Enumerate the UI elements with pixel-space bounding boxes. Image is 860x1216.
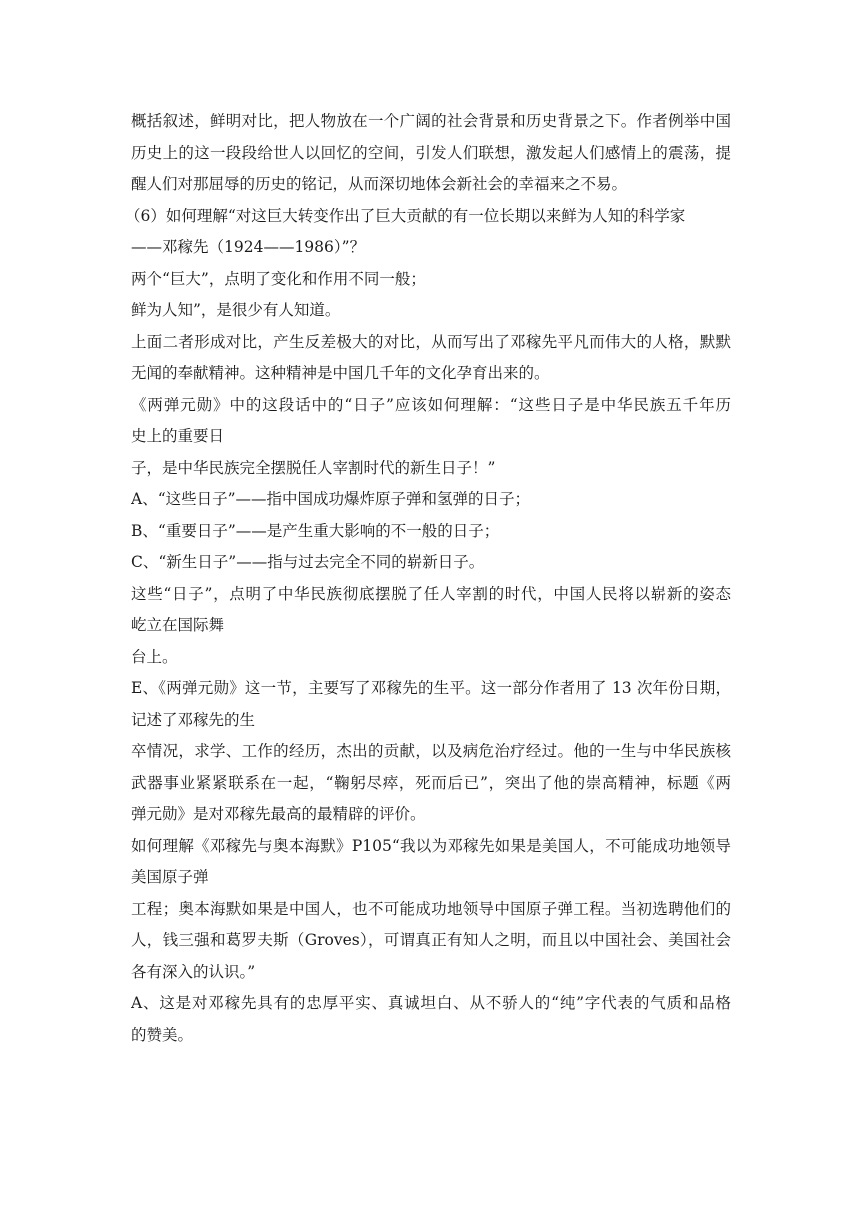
- text-line: 如何理解《邓稼先与奥本海默》P105“我以为邓稼先如果是美国人，不可能成功地领导: [131, 836, 731, 855]
- text-line: 美国原子弹: [131, 868, 209, 886]
- text-line: 鲜为人知”，是很少有人知道。: [131, 301, 341, 319]
- text-line: 弹元勋》是对邓稼先最高的最精辟的评价。: [131, 805, 426, 823]
- text-line: 《两弹元勋》中的这段话中的“日子”应该如何理解：“这些日子是中华民族五千年历: [131, 395, 731, 414]
- text-line: 史上的重要日: [131, 427, 225, 445]
- text-line: 醒人们对那屈辱的历史的铭记，从而深切地体会新社会的幸福来之不易。: [131, 175, 628, 193]
- text-line: A、这是对邓稼先具有的忠厚平实、真诚坦白、从不骄人的“纯”字代表的气质和品格: [131, 994, 731, 1012]
- text-line: ——邓稼先（1924——1986）”？: [131, 238, 366, 256]
- text-line: 子，是中华民族完全摆脱任人宰割时代的新生日子！”: [131, 458, 496, 477]
- text-line: A、“这些日子”——指中国成功爆炸原子弹和氢弹的日子；: [131, 490, 531, 508]
- document-body: [125, 106, 731, 1051]
- text-line: 无闻的奉献精神。这种精神是中国几千年的文化孕育出来的。: [131, 364, 550, 382]
- text-line: 工程；奥本海默如果是中国人，也不可能成功地领导中国原子弹工程。当初选聘他们的: [131, 899, 731, 918]
- text-line: 各有深入的认识。”: [131, 962, 256, 981]
- text-line: B、“重要日子”——是产生重大影响的不一般的日子；: [131, 521, 500, 540]
- text-line: 这些“日子”，点明了中华民族彻底摆脱了任人宰割的时代，中国人民将以崭新的姿态: [131, 584, 731, 603]
- text-line: （6）如何理解“对这巨大转变作出了巨大贡献的有一位长期以来鲜为人知的科学家: [125, 206, 686, 225]
- text-line: 记述了邓稼先的生: [131, 710, 256, 729]
- text-line: 人，钱三强和葛罗夫斯（Groves），可谓真正有知人之明，而且以中国社会、美国社会: [131, 931, 731, 949]
- text-line: 的赞美。: [131, 1025, 194, 1044]
- text-line: 两个“巨大”，点明了变化和作用不同一般；: [131, 269, 426, 288]
- text-line: 上面二者形成对比，产生反差极大的对比，从而写出了邓稼先平凡而伟大的人格，默默: [131, 332, 731, 351]
- text-line: 历史上的这一段段给世人以回忆的空间，引发人们联想，激发起人们感情上的震荡，提: [131, 143, 731, 162]
- text-line: 武器事业紧紧联系在一起，“鞠躬尽瘁，死而后已”，突出了他的崇高精神，标题《两: [131, 773, 731, 792]
- text-line: 台上。: [131, 647, 178, 666]
- text-line: 概括叙述，鲜明对比，把人物放在一个广阔的社会背景和历史背景之下。作者例举中国: [131, 112, 731, 130]
- text-line: 卒情况，求学、工作的经历，杰出的贡献，以及病危治疗经过。他的一生与中华民族核: [131, 742, 731, 760]
- text-line: E、《两弹元勋》这一节，主要写了邓稼先的生平。这一部分作者用了 13 次年份日期，: [131, 679, 731, 697]
- text-line: C、“新生日子”——指与过去完全不同的崭新日子。: [131, 553, 485, 571]
- text-line: 屹立在国际舞: [131, 616, 225, 634]
